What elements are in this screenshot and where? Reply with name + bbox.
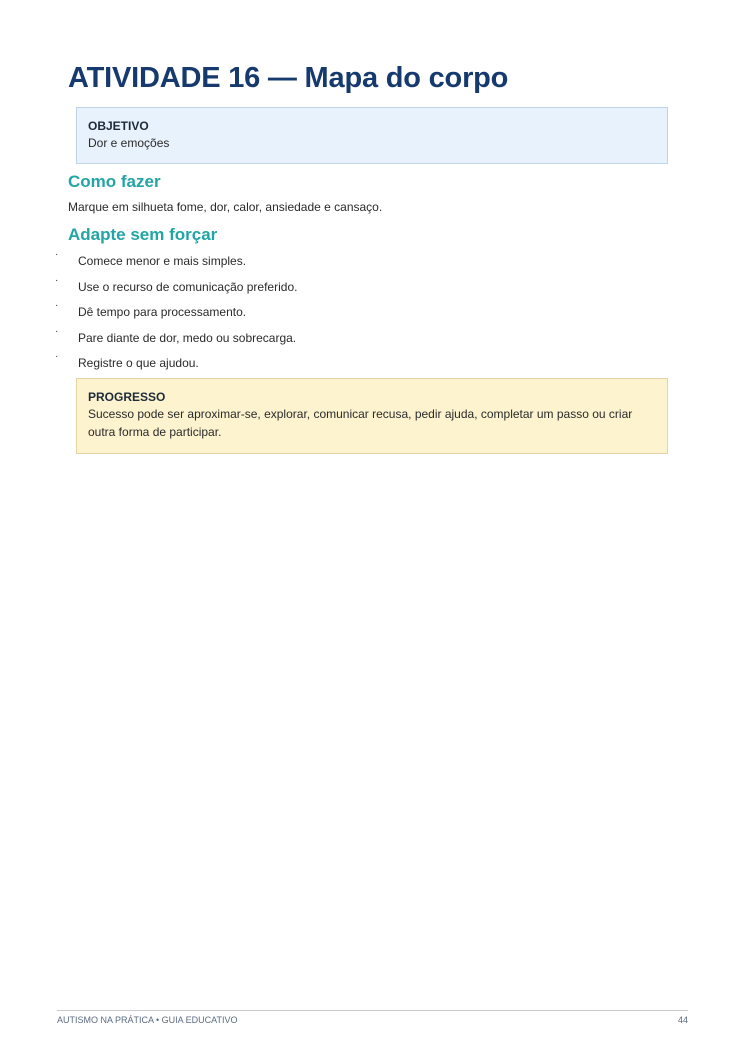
- list-item-text: Dê tempo para processamento.: [78, 305, 247, 320]
- page-title: ATIVIDADE 16 — Mapa do corpo: [68, 62, 509, 94]
- objective-box: [76, 107, 668, 164]
- bullet-dot-icon: ·: [55, 249, 59, 260]
- list-item-text: Pare diante de dor, medo ou sobrecarga.: [78, 330, 297, 345]
- progress-box: [76, 378, 668, 454]
- adapt-heading: Adapte sem forçar: [68, 225, 218, 244]
- list-item-text: Comece menor e mais simples.: [78, 254, 247, 268]
- how-to-heading: Como fazer: [68, 172, 161, 191]
- footer-title: AUTISMO NA PRÁTICA • GUIA EDUCATIVO: [57, 1015, 238, 1025]
- bullet-dot-icon: ·: [55, 274, 59, 286]
- progress-heading: PROGRESSO: [88, 390, 166, 404]
- bullet-dot-icon: ·: [55, 300, 59, 312]
- list-item-text: Registre o que ajudou.: [78, 356, 199, 371]
- footer-divider: [57, 1010, 688, 1011]
- bullet-dot-icon: ·: [55, 351, 59, 363]
- page-number: 44: [677, 1015, 688, 1025]
- progress-text: Sucesso pode ser aproximar-se, explorar, comunicar recusa, pedir ajuda, completar um passo ou criar outra forma de participar.: [88, 407, 633, 439]
- how-to-text: Marque em silhueta fome, dor, calor, ansiedade e cansaço.: [68, 200, 383, 214]
- list-item-text: Use o recurso de comunicação preferido.: [78, 279, 298, 294]
- bullet-dot-icon: ·: [55, 325, 59, 337]
- objective-heading: OBJETIVO: [88, 119, 149, 133]
- objective-text: Dor e emoções: [88, 136, 170, 150]
